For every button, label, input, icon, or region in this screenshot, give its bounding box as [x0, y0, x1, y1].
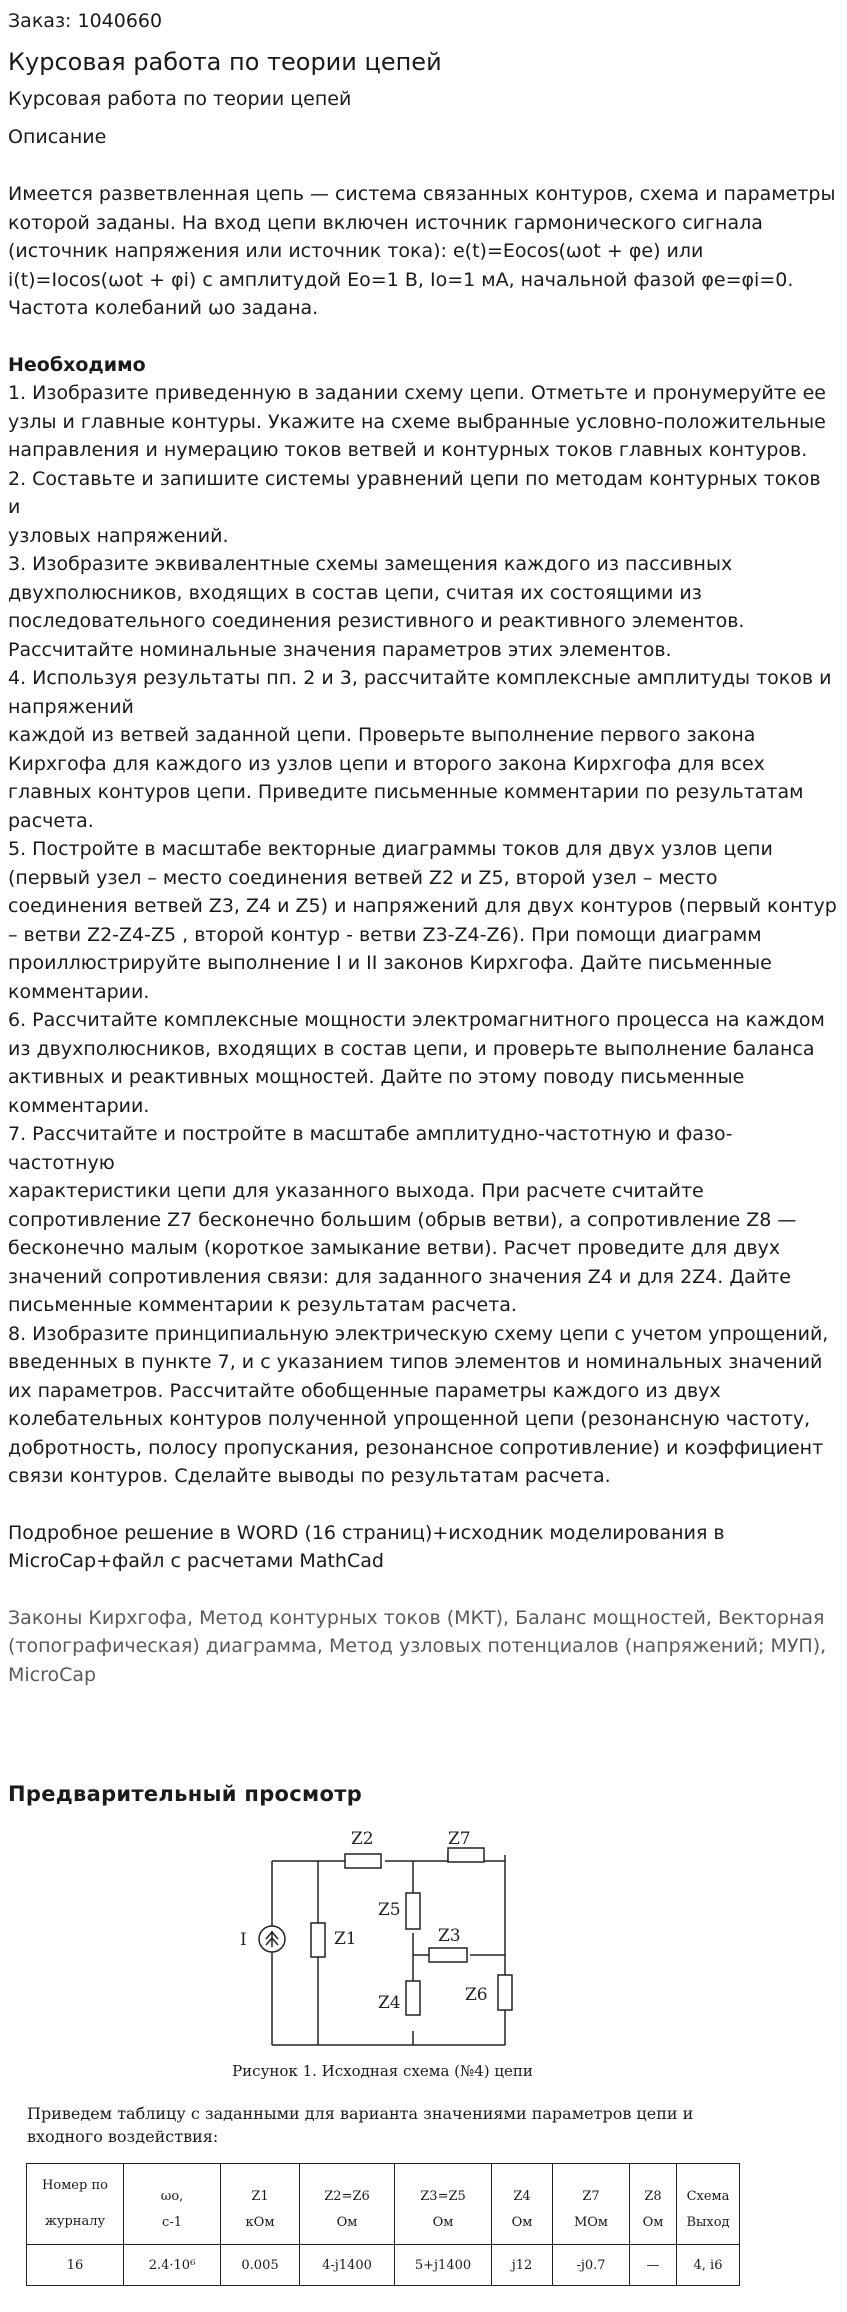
table-cell: 2.4·10⁶	[124, 2245, 221, 2286]
table-cell: —	[630, 2245, 677, 2286]
header-cell: Z3=Z5 Ом	[395, 2164, 492, 2245]
parameters-table	[26, 2163, 740, 2286]
header-cell: Z2=Z6 Ом	[300, 2164, 395, 2245]
preview-image	[0, 1815, 847, 2312]
table-cell: j12	[492, 2245, 553, 2286]
circuit-diagram	[0, 1815, 847, 2055]
table-intro: Приведем таблицу с заданными для варианта значениями параметров цепи и входного воздействия:	[27, 2104, 694, 2146]
z4-label: Z4	[378, 1993, 401, 2013]
z7-label: Z7	[448, 1829, 471, 1849]
z5-label: Z5	[378, 1900, 401, 1920]
page-subtitle: Курсовая работа по теории цепей	[8, 88, 352, 110]
z2-label: Z2	[351, 1829, 374, 1849]
page-title: Курсовая работа по теории цепей	[8, 48, 442, 76]
table-cell: 0.005	[221, 2245, 300, 2286]
figure-caption: Рисунок 1. Исходная схема (№4) цепи	[232, 2062, 533, 2080]
z3-label: Z3	[438, 1926, 461, 1946]
header-cell: Z8 Ом	[630, 2164, 677, 2245]
table-cell: 4, i6	[677, 2245, 740, 2286]
header-cell: Z4 Ом	[492, 2164, 553, 2245]
header-cell: Z1 кОм	[221, 2164, 300, 2245]
solution-note: Подробное решение в WORD (16 страниц)+исходник моделирования в MicroCap+файл с расчетами MathCad	[8, 1521, 725, 1572]
requirements-heading: Необходимо	[8, 353, 146, 376]
order-number: Заказ: 1040660	[8, 10, 163, 32]
description-text: Имеется разветвленная цепь — система связанных контуров, схема и параметры которой заданы. На вход цепи включен источник гармонического сигнала (источник напряжения или источник тока): e(t)=Eocos(ωot + φe) или i(t)=Iocos(ωot + φi) с амплитудой Eo=1 В, Io=1 мА, начальной фазой φe=φi=0. Частота колебаний ωo задана.	[8, 183, 836, 319]
tag-list: Законы Кирхгофа, Метод контурных токов (МКТ), Баланс мощностей, Векторная (топографическая) диаграмма, Метод узловых потенциалов (напряжений; МУП), MicroCap	[8, 1606, 827, 1686]
source-label: I	[240, 1930, 247, 1950]
preview-heading: Предварительный просмотр	[8, 1782, 363, 1806]
table-cell: 16	[27, 2245, 124, 2286]
content	[8, 0, 838, 1689]
table-cell: -j0.7	[553, 2245, 630, 2286]
header-cell: Схема Выход	[677, 2164, 740, 2245]
table-cell: 4-j1400	[300, 2245, 395, 2286]
table-cell: 5+j1400	[395, 2245, 492, 2286]
header-cell: Номер по журналу	[27, 2164, 124, 2245]
description-label: Описание	[8, 126, 107, 148]
requirements-list: 1. Изобразите приведенную в задании схему цепи. Отметьте и пронумеруйте ее узлы и главные контуры. Укажите на схеме выбранные условно-положительные направления и нумерацию токов ветвей и контурных токов главных контуров. 2. Составьте и запишите системы уравнений цепи по методам контурных токов и узловых напряжений. 3. Изобразите эквивалентные схемы замещения каждого из пассивных двухполюсников, входящих в состав цепи, считая их состоящими из последовательного соединения резистивного и реактивного элементов. Рассчитайте номинальные значения параметров этих элементов. 4. Используя результаты пп. 2 и 3, рассчитайте комплексные амплитуды токов и напряжений каждой из ветвей заданной цепи. Проверьте выполнение первого закона Кирхгофа для каждого из узлов цепи и второго закона Кирхгофа для всех главных контуров цепи. Приведите письменные комментарии по результатам расчета. 5. Постройте в масштабе векторные диаграммы токов для двух узлов цепи (первый узел – место соединения ветвей Z2 и Z5, второй узел – место соединения ветвей Z3, Z4 и Z5) и напряжений для двух контуров (первый контур – ветви Z2-Z4-Z5 , второй контур - ветви Z3-Z4-Z6). При помощи диаграмм проиллюстрируйте выполнение I и II законов Кирхгофа. Дайте письменные комментарии. 6. Рассчитайте комплексные мощности электромагнитного процесса на каждом из двухполюсников, входящих в состав цепи, и проверьте выполнение баланса активных и реактивных мощностей. Дайте по этому поводу письменные комментарии. 7. Рассчитайте и постройте в масштабе амплитудно-частотную и фазо-частотную характеристики цепи для указанного выхода. При расчете считайте сопротивление Z7 бесконечно большим (обрыв ветви), а сопротивление Z8 — бесконечно малым (короткое замыкание ветви). Расчет проведите для двух значений сопротивления связи: для заданного значения Z4 и для 2Z4. Дайте письменные комментарии к результатам расчета. 8. Изобразите принципиальную электрическую схему цепи с учетом упрощений, введенных в пункте 7, и с указанием типов элементов и номинальных значений их параметров. Рассчитайте обобщенные параметры каждого из двух колебательных контуров полученной упрощенной цепи (резонансную частоту, добротность, полосу пропускания, резонансное сопротивление) и коэффициент связи контуров. Сделайте выводы по результатам расчета.	[8, 382, 837, 1487]
z6-label: Z6	[465, 1985, 488, 2005]
z1-label: Z1	[334, 1929, 357, 1949]
header-cell: Z7 МОм	[553, 2164, 630, 2245]
header-cell: ωo, с-1	[124, 2164, 221, 2245]
